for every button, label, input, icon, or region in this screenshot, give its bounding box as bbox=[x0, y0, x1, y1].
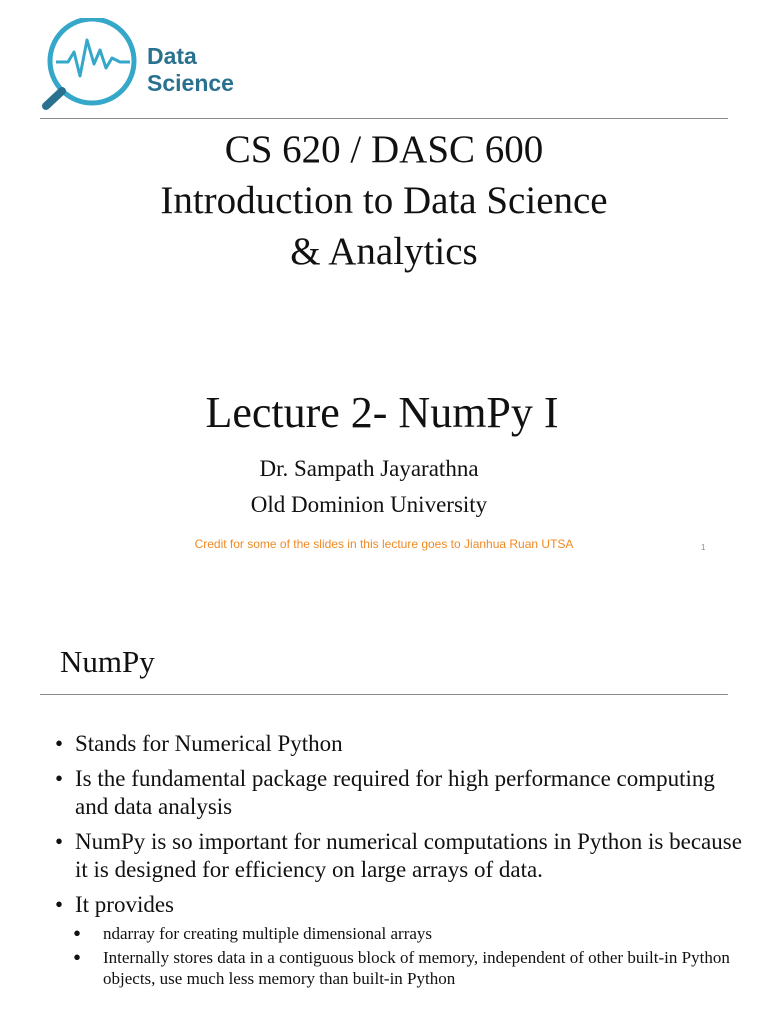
sub-bullet-list bbox=[73, 923, 745, 989]
lecture-title: Lecture 2- NumPy I bbox=[205, 388, 559, 437]
organization-name: Old Dominion University bbox=[250, 492, 488, 517]
bullet-icon: • bbox=[55, 731, 64, 756]
bullet-text: It provides bbox=[75, 892, 175, 917]
sub-bullet-icon: • bbox=[73, 921, 82, 946]
bullet-icon: • bbox=[55, 829, 64, 854]
bullet-item bbox=[55, 730, 745, 758]
author-name: Dr. Sampath Jayarathna bbox=[259, 456, 479, 481]
course-title bbox=[0, 124, 768, 277]
bullet-item bbox=[55, 828, 745, 884]
sub-bullet-item bbox=[73, 923, 745, 944]
header-divider bbox=[40, 118, 728, 119]
logo-text-data: Data bbox=[147, 43, 197, 69]
magnifier-heartbeat-icon bbox=[40, 18, 146, 112]
bullet-item bbox=[55, 765, 745, 821]
bullet-list bbox=[55, 730, 745, 996]
bullet-icon: • bbox=[55, 892, 64, 917]
credit-note: Credit for some of the slides in this lecture goes to Jianhua Ruan UTSA bbox=[194, 537, 574, 551]
title-divider bbox=[40, 694, 728, 695]
bullet-text: Stands for Numerical Python bbox=[75, 731, 343, 756]
slide-title: NumPy bbox=[60, 644, 155, 679]
sub-bullet-item bbox=[73, 947, 745, 989]
course-title-line-3: & Analytics bbox=[290, 230, 478, 273]
sub-bullet-text: ndarray for creating multiple dimensional arrays bbox=[103, 924, 433, 943]
course-title-line-2: Introduction to Data Science bbox=[160, 179, 608, 222]
bullet-icon: • bbox=[55, 766, 64, 791]
logo-text-science: Science bbox=[147, 70, 234, 96]
bullet-text: NumPy is so important for numerical computations in Python is because it is designed for efficiency on large arrays of data. bbox=[75, 829, 742, 882]
numpy-slide bbox=[0, 600, 768, 1024]
sub-bullet-icon: • bbox=[73, 945, 82, 970]
bullet-text: Is the fundamental package required for high performance computing and data analysis bbox=[75, 766, 715, 819]
course-title-line-1: CS 620 / DASC 600 bbox=[224, 128, 544, 171]
sub-bullet-text: Internally stores data in a contiguous block of memory, independent of other built-in Python objects, use much less memory than built-in Python bbox=[103, 948, 730, 988]
data-science-logo bbox=[40, 18, 240, 112]
page-number: 1 bbox=[701, 543, 706, 552]
bullet-item bbox=[55, 891, 745, 989]
